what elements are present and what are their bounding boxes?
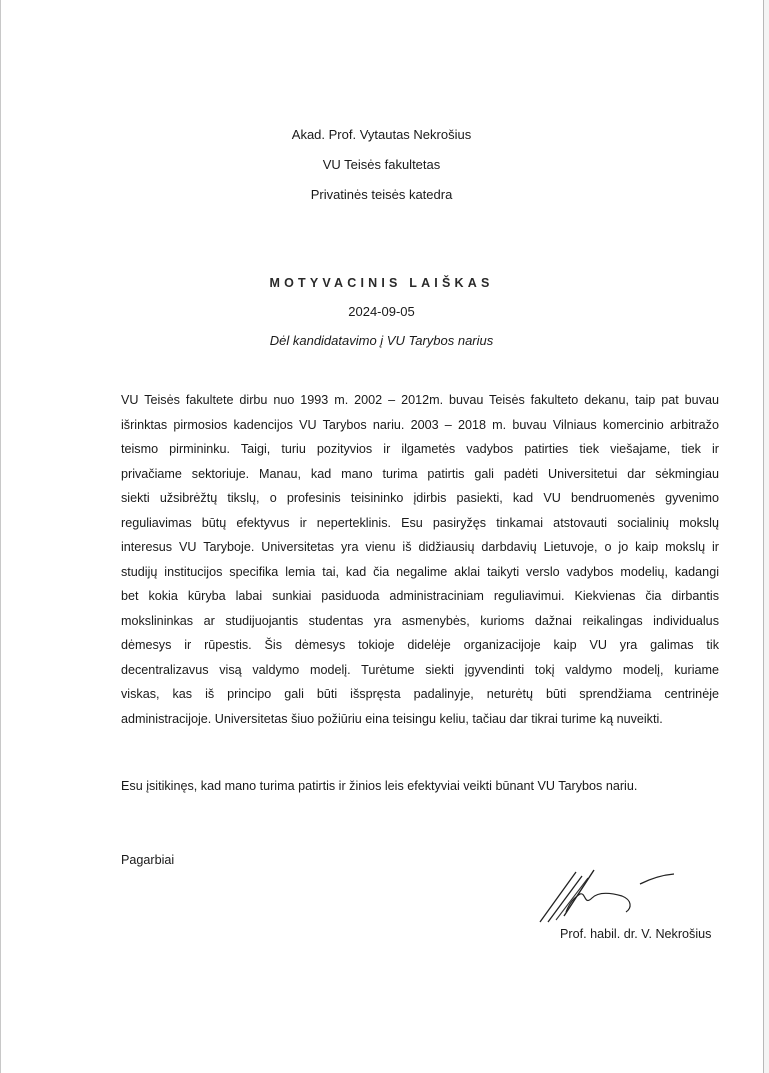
page-gutter — [764, 0, 769, 1073]
letter-date: 2024-09-05 — [348, 304, 415, 319]
author-name: Akad. Prof. Vytautas Nekrošius — [291, 127, 472, 142]
body-line: decentralizavus visą valdymo modelį. Turėtume siekti įgyvendinti tokį valdymo modelį, kuriame — [121, 662, 719, 677]
body-line: privačiame sektoriuje. Manau, kad mano turima patirtis gali padėti Universitetui dar sėkmingiau — [121, 466, 719, 481]
signature-stroke — [640, 874, 674, 884]
body-line: išrinktas pirmosios kadencijos VU Tarybos nariu. 2003 – 2018 m. buvau Vilniaus komercinio arbitražo — [121, 417, 719, 432]
handwritten-signature — [536, 862, 706, 924]
body-line: administracijoje. Universitetas šiuo požiūriu eina teisingu keliu, tačiau dar tikrai turime ką nuveikti. — [121, 711, 663, 726]
body-line: interesus VU Taryboje. Universitetas yra vienu iš didžiausių darbdavių Lietuvoje, o jo kaip mokslų ir — [121, 540, 719, 554]
closing-paragraph: Esu įsitikinęs, kad mano turima patirtis ir žinios leis efektyviai veikti būnant VU Tarybos nariu. — [121, 779, 638, 793]
body-line: studijų institucijos specifika lemia tai, kad čia negalime aklai taikyti verslo vadybos modelių, kadangi — [121, 564, 719, 579]
signature-stroke — [556, 878, 588, 920]
letter-subject: Dėl kandidatavimo į VU Tarybos narius — [269, 333, 494, 348]
faculty-name: VU Teisės fakultetas — [322, 157, 441, 172]
signature-stroke — [540, 872, 576, 922]
signature-stroke — [566, 893, 630, 912]
body-line: teismo pirmininku. Taigi, turiu pozityvios ir ilgametės vadybos patirties tiek viešajame, tiek ir — [121, 442, 719, 456]
letter-title: MOTYVACINIS LAIŠKAS — [269, 276, 494, 290]
body-line: viskas, kas iš principo gali būti išspręsta padalinyje, neturėtų būti sprendžiama centrinėje — [121, 687, 719, 701]
signature-stroke — [564, 870, 594, 916]
signer-name: Prof. habil. dr. V. Nekrošius — [560, 927, 712, 941]
letter-body — [121, 388, 719, 731]
body-line: reguliavimas būtų efektyvus ir neperteklinis. Esu pasiryžęs tinkamai atstovauti socialinių mokslų — [121, 515, 719, 530]
body-line: dėmesys ir rūpestis. Šis dėmesys tokioje didelėje organizacijoje kaip VU yra galimas tik — [121, 638, 719, 652]
body-line: siekti užsibrėžtų tikslų, o profesinis teisininko įdirbis pasiekti, kad VU bendruomenės gyvenimo — [121, 491, 719, 505]
body-line: mokslininkas ar studijuojantis studentas yra asmenybės, kurioms dažnai reikalingas individualus — [121, 613, 719, 628]
body-line: VU Teisės fakultete dirbu nuo 1993 m. 2002 – 2012m. buvau Teisės fakulteto dekanu, taip pat buvau — [121, 393, 719, 407]
regards-text: Pagarbiai — [121, 853, 175, 867]
body-line: bet kokia kūryba labai sunkiai pasiduoda administraciniam reguliavimui. Kiekvienas čia dirbantis — [121, 589, 719, 603]
department-name: Privatinės teisės katedra — [310, 187, 453, 202]
